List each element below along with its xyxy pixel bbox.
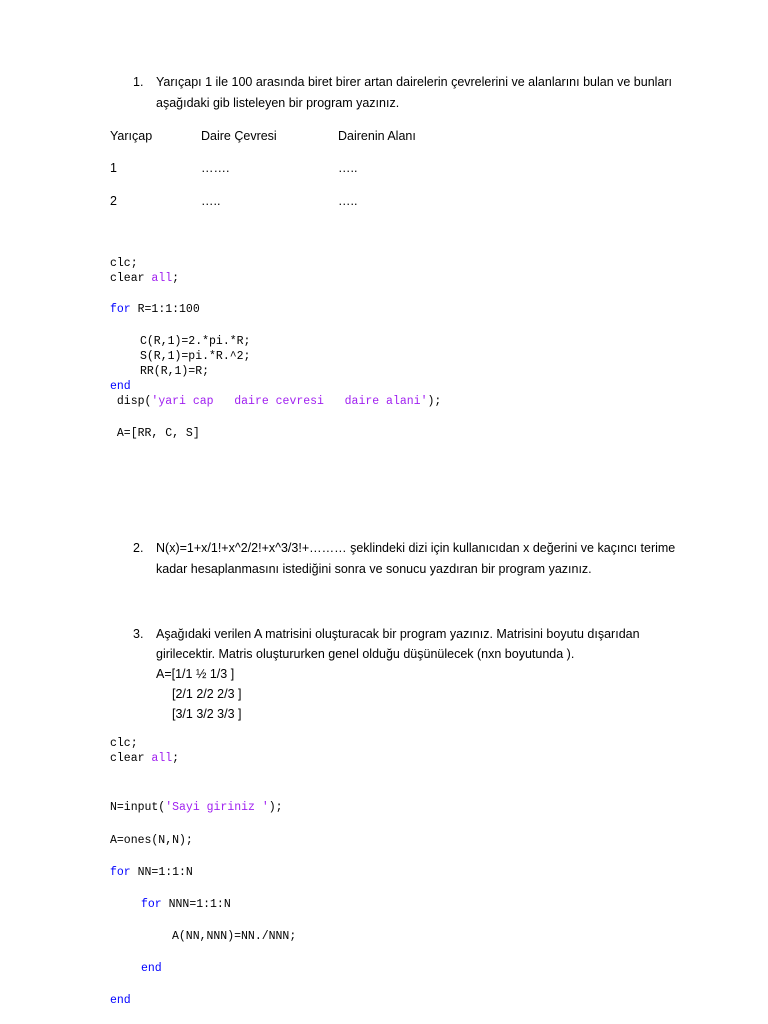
code-line (110, 752, 179, 766)
code-line (110, 303, 200, 317)
code-line: RR(R,1)=R; (140, 365, 210, 378)
q1-text-line2: aşağıdaki gib listeleyen bir program yazınız. (156, 96, 400, 110)
code-string: 'Sayi giriniz ' (165, 801, 269, 814)
q3-number: 3. (133, 627, 144, 641)
code-line (110, 272, 179, 286)
q2-number: 2. (133, 541, 144, 555)
code-line: S(R,1)=pi.*R.^2; (140, 350, 251, 363)
table-header-radius: Yarıçap (110, 129, 153, 143)
code-line: end (141, 962, 162, 975)
code-text: N=input( (110, 801, 166, 814)
q3-text-line1: Aşağıdaki verilen A matrisini oluşturacak bir program yazınız. Matrisini boyutu dışarıdan (156, 627, 640, 641)
code-text: ); (427, 395, 442, 408)
code-text: ; (172, 752, 180, 765)
code-line (110, 866, 193, 880)
code-line: A(NN,NNN)=NN./NNN; (172, 930, 297, 943)
code-line (110, 395, 441, 409)
table-cell: ….. (338, 194, 358, 208)
q2-text-line2: kadar hesaplanmasını istediğini sonra ve sonucu yazdıran bir program yazınız. (156, 562, 592, 576)
code-keyword: for (110, 303, 131, 316)
code-line: C(R,1)=2.*pi.*R; (140, 335, 251, 348)
code-string: 'yari cap daire cevresi daire alani' (151, 395, 428, 408)
table-header-area: Dairenin Alanı (338, 129, 416, 143)
code-line: A=[RR, C, S] (110, 427, 200, 440)
table-cell: 2 (110, 194, 117, 208)
code-line: end (110, 380, 131, 393)
code-text: ; (172, 272, 180, 285)
table-header-circumference: Daire Çevresi (201, 129, 277, 143)
q2-text-line1: N(x)=1+x/1!+x^2/2!+x^3/3!+……… şeklindeki dizi için kullanıcıdan x değerini ve kaçıncı terime (156, 541, 676, 555)
code-line: A=ones(N,N); (110, 834, 193, 847)
code-text: R=1:1:100 (130, 303, 200, 316)
table-cell: ……. (201, 161, 230, 175)
q1-text-line1: Yarıçapı 1 ile 100 arasında biret birer artan dairelerin çevrelerini ve alanlarını bulan ve bunları (156, 75, 673, 89)
code-line: clc; (110, 257, 138, 270)
q1-number: 1. (133, 75, 144, 89)
code-line: end (110, 994, 131, 1007)
table-cell: ….. (201, 194, 221, 208)
code-line: clc; (110, 737, 138, 750)
code-text: NN=1:1:N (130, 866, 193, 879)
matrix-row-1: A=[1/1 ½ 1/3 ] (156, 667, 235, 681)
q3-text-line2: girilecektir. Matris oluştururken genel olduğu düşünülecek (nxn boyutunda ). (156, 647, 575, 661)
code-keyword: for (110, 866, 131, 879)
matrix-row-3: [3/1 3/2 3/3 ] (172, 707, 242, 721)
code-text: disp( (110, 395, 152, 408)
code-text: ); (268, 801, 283, 814)
code-text: clear (110, 752, 152, 765)
table-cell: ….. (338, 161, 358, 175)
table-cell: 1 (110, 161, 117, 175)
code-keyword: for (141, 898, 162, 911)
code-line (141, 898, 231, 912)
matrix-row-2: [2/1 2/2 2/3 ] (172, 687, 242, 701)
code-text: clear (110, 272, 152, 285)
code-keyword: all (151, 752, 173, 765)
code-keyword: all (151, 272, 173, 285)
code-line (110, 801, 283, 815)
code-text: NNN=1:1:N (161, 898, 231, 911)
